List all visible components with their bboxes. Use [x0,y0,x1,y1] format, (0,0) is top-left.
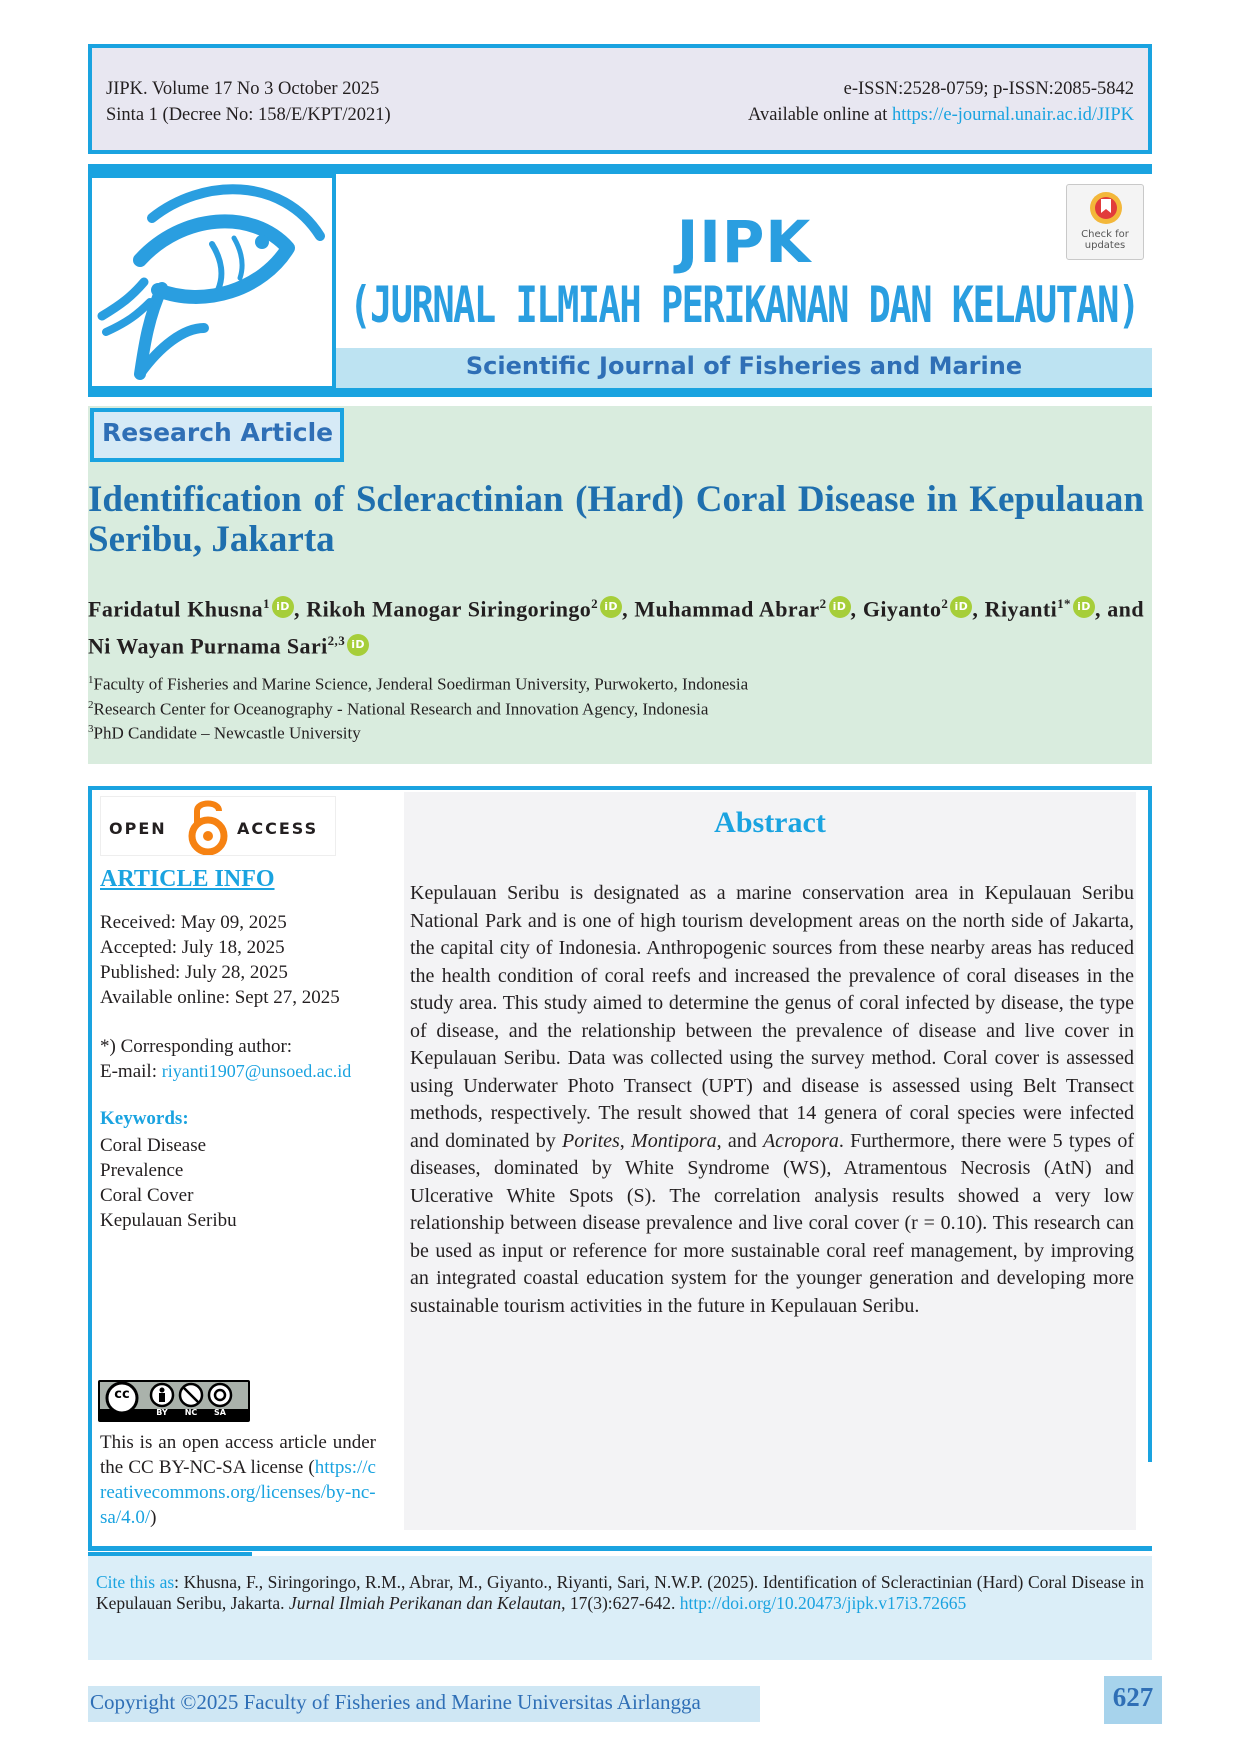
affiliation-sup: 3 [88,723,94,736]
orcid-icon[interactable]: iD [950,596,972,618]
email-label: E-mail: [100,1061,162,1082]
license-text: This is an open access article under the CC BY-NC-SA license ( [100,1432,376,1478]
citation-text [96,1572,1144,1614]
license-close: ) [150,1507,157,1528]
sinta-line: Sinta 1 (Decree No: 158/E/KPT/2021) [106,105,391,125]
affiliation-text: Faculty of Fisheries and Marine Science, Jenderal Soedirman University, Purwokerto, Indonesia [93,674,749,694]
author-separator: , [850,596,863,622]
cc-license-badge[interactable] [98,1380,250,1422]
affiliation-text: PhD Candidate – Newcastle University [93,723,361,743]
corresponding-label: *) Corresponding author: [100,1036,293,1057]
affiliation-item [88,695,1144,720]
keywords-list [100,1133,237,1233]
abstract-part1: Kepulauan Seribu is designated as a marine conservation area in Kepulauan Seribu National Park and is one of high tourism development areas on the north side of Jakarta, the capital city of Indonesia. Anthropogenic sources from these nearby areas has reduced the health condition of coral reefs and increased the prevalence of coral diseases in the study area. This study aimed to determine the genus of coral infected by disease, the type of disease, and the relationship between the prevalence of disease and live cover in Kepulauan Seribu. Data was collected using the survey method. Coral cover is assessed using Underwater Photo Transect (UPT) and disease is assessed using Belt Transect methods, respectively. The result showed that 14 genera of coral species were infected and dominated by [410,882,1134,1152]
affiliation-sup: 1 [88,674,94,686]
author-separator: , and [1094,596,1144,622]
paper-title: Identification of Scleractinian (Hard) Coral Disease in Kepulauan Seribu, Jakarta [88,479,1144,560]
author-affiliation-sup: 2 [941,596,949,611]
received-date: Received: May 09, 2025 [100,912,287,933]
journal-url-link[interactable]: https://e-journal.unair.ac.id/JIPK [892,105,1134,125]
author-name: Giyanto [862,596,942,622]
author-name: Rikoh Manogar Siringoringo [306,596,592,622]
orcid-icon[interactable]: iD [829,596,851,618]
journal-info-box [88,44,1152,154]
license-url-link[interactable]: https://creativecommons.org/licenses/by-nc-sa/4.0/ [100,1457,376,1528]
open-lock-icon [185,797,231,855]
orcid-icon[interactable]: iD [347,634,369,656]
corresponding-author [100,1034,351,1084]
page-number: 627 [1112,1682,1154,1712]
affiliation-item [88,719,1144,744]
issn-line: e-ISSN:2528-0759; p-ISSN:2085-5842 [843,79,1134,99]
keyword-item: Prevalence [100,1160,184,1181]
license-statement [100,1430,376,1530]
check-for-updates-button[interactable] [1066,184,1144,260]
article-info-heading: ARTICLE INFO [100,866,275,892]
journal-full-title: (JURNAL ILMIAH PERIKANAN DAN KELAUTAN) [349,276,1139,335]
article-dates [100,910,340,1010]
cite-pages: , 17(3):627-642. [561,1593,680,1613]
genus-acropora: Acropora [762,1129,839,1152]
cite-label: Cite this as [96,1572,175,1592]
doi-link[interactable]: http://doi.org/10.20473/jipk.v17i3.72665 [679,1593,967,1613]
cite-colon: : [174,1572,184,1592]
crossmark-icon [1067,185,1145,229]
cc-mark-text: cc [114,1387,130,1402]
orcid-icon[interactable]: iD [600,596,622,618]
published-date: Published: July 28, 2025 [100,962,288,983]
journal-subtitle: Scientific Journal of Fisheries and Marine [465,352,1023,380]
cc-nc-label: NC [184,1408,198,1417]
abstract-part2: . Furthermore, there were 5 types of diseases, dominated by White Syndrome (WS), Atramentous Necrosis (AtN) and Ulcerative White Spots (S). The correlation analysis results showed a very low relationship between disease prevalence and live coral cover (r = 0.10). This research can be used as input or reference for more sustainable coral reef management, by improving an integrated coastal education system for the younger generation and developing more sustainable tourism activities in the future in Kepulauan Seribu. [410,1129,1134,1317]
abstract-sep: , [619,1129,632,1152]
copyright-text: Copyright ©2025 Faculty of Fisheries and Marine Universitas Airlangga [90,1690,701,1714]
email-line [100,1059,351,1084]
journal-volume-info [106,76,391,128]
cite-reference: Khusna, F., Siringoringo, R.M., Abrar, M., Giyanto., Riyanti, Sari, N.W.P. (2025). Identification of Scleractinian (Hard) Coral Disease in Kepulauan Seribu, Jakarta. [96,1572,1144,1613]
abstract-text [410,880,1134,1320]
journal-issn-info [748,76,1134,128]
orcid-icon[interactable]: iD [1073,596,1095,618]
crossmark-label-line1: Check for [1081,229,1129,240]
banner-top-rule [88,164,1152,174]
author-separator: , [293,596,307,622]
cc-by-label: BY [156,1408,168,1417]
citation-rule [88,1546,1152,1551]
open-access-logo [100,796,336,856]
author-separator: , [622,596,635,622]
affiliation-sup: 2 [88,698,94,711]
journal-logo [88,174,336,390]
fish-logo-icon [92,178,332,386]
author-list [88,588,1144,663]
author-affiliation-sup: 2 [591,596,599,611]
keyword-item: Coral Disease [100,1135,207,1156]
genus-montipora: Montipora [631,1129,717,1152]
cite-journal: Jurnal Ilmiah Perikanan dan Kelautan [288,1593,562,1613]
author-name: Ni Wayan Purnama Sari [88,633,328,659]
author-affiliation-sup: 2 [819,596,827,611]
cc-sa-label: SA [214,1408,226,1417]
email-link[interactable]: riyanti1907@unsoed.ac.id [161,1061,352,1081]
article-type-label: Research Article [102,418,334,447]
journal-short-title: JIPK [676,208,812,276]
affiliation-list [88,670,1144,744]
crossmark-label-line2: updates [1084,240,1126,251]
author-affiliation-sup: 1* [1057,596,1071,611]
keyword-item: Coral Cover [100,1185,194,1206]
author-name: Faridatul Khusna [88,596,264,622]
abstract-sep: , and [716,1129,763,1152]
available-online-line [748,102,1134,128]
keywords-heading: Keywords: [100,1108,189,1129]
crossmark-label [1067,229,1143,251]
frame-gap [1146,1462,1158,1550]
orcid-icon[interactable]: iD [272,596,294,618]
affiliation-item [88,670,1144,695]
genus-porites: Porites [562,1129,620,1152]
available-online-label: Available online at [747,105,892,125]
affiliation-text: Research Center for Oceanography - National Research and Innovation Agency, Indonesia [93,699,709,719]
author-name: Riyanti [984,596,1058,622]
author-separator: , [972,596,985,622]
abstract-heading: Abstract [714,806,826,839]
author-affiliation-sup: 1 [263,596,270,611]
journal-volume-line: JIPK. Volume 17 No 3 October 2025 [106,79,380,99]
author-name: Muhammad Abrar [634,596,820,622]
open-access-word-access: ACCESS [237,819,319,838]
keyword-item: Kepulauan Seribu [100,1210,237,1231]
accepted-date: Accepted: July 18, 2025 [100,937,285,958]
author-affiliation-sup: 2,3 [327,633,346,649]
available-date: Available online: Sept 27, 2025 [100,987,340,1008]
open-access-word-open: OPEN [109,819,167,838]
